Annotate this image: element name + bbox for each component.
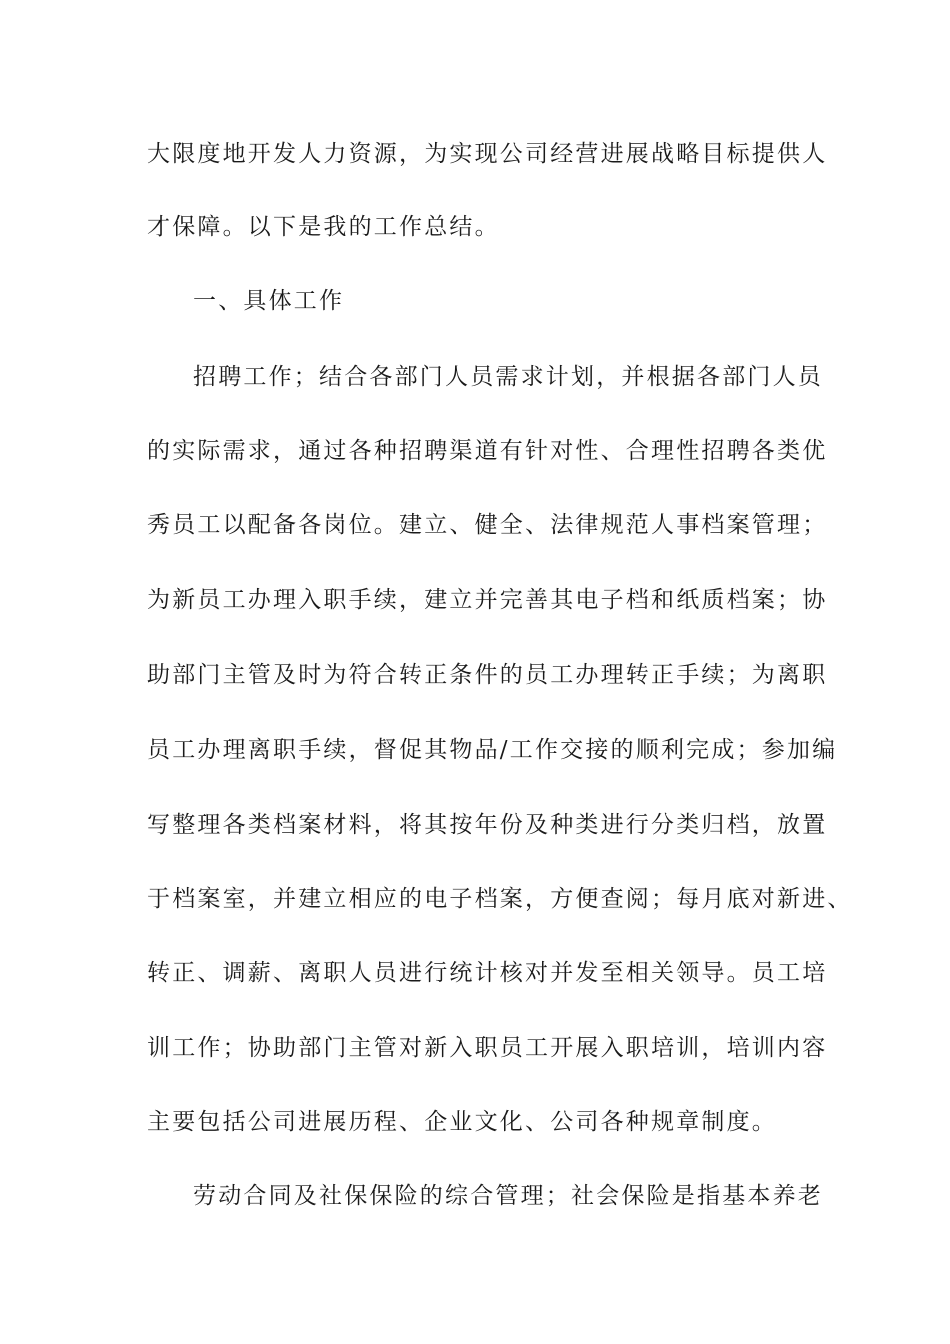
text-line: 训工作；协助部门主管对新入职员工开展入职培训，培训内容 bbox=[147, 1035, 828, 1061]
text-line: 于档案室，并建立相应的电子档案，方便查阅；每月底对新进、 bbox=[147, 886, 853, 912]
text-line: 主要包括公司进展历程、企业文化、公司各种规章制度。 bbox=[147, 1109, 777, 1135]
section-heading: 一、具体工作 bbox=[193, 288, 345, 314]
text-line: 写整理各类档案材料，将其按年份及种类进行分类归档，放置 bbox=[147, 812, 828, 838]
text-line: 员工办理离职手续，督促其物品/工作交接的顺利完成；参加编 bbox=[147, 737, 838, 763]
text-line: 才保障。以下是我的工作总结。 bbox=[147, 214, 500, 240]
text-line: 秀员工以配备各岗位。建立、健全、法律规范人事档案管理； bbox=[147, 512, 828, 538]
text-line: 助部门主管及时为符合转正条件的员工办理转正手续；为离职 bbox=[147, 662, 828, 688]
text-line: 为新员工办理入职手续，建立并完善其电子档和纸质档案；协 bbox=[147, 587, 828, 613]
text-line: 大限度地开发人力资源，为实现公司经营进展战略目标提供人 bbox=[147, 141, 828, 167]
text-line: 转正、调薪、离职人员进行统计核对并发至相关领导。员工培 bbox=[147, 960, 828, 986]
text-line: 招聘工作；结合各部门人员需求计划，并根据各部门人员 bbox=[193, 364, 823, 390]
text-line: 劳动合同及社保保险的综合管理；社会保险是指基本养老 bbox=[193, 1183, 823, 1209]
text-line: 的实际需求，通过各种招聘渠道有针对性、合理性招聘各类优 bbox=[147, 438, 828, 464]
